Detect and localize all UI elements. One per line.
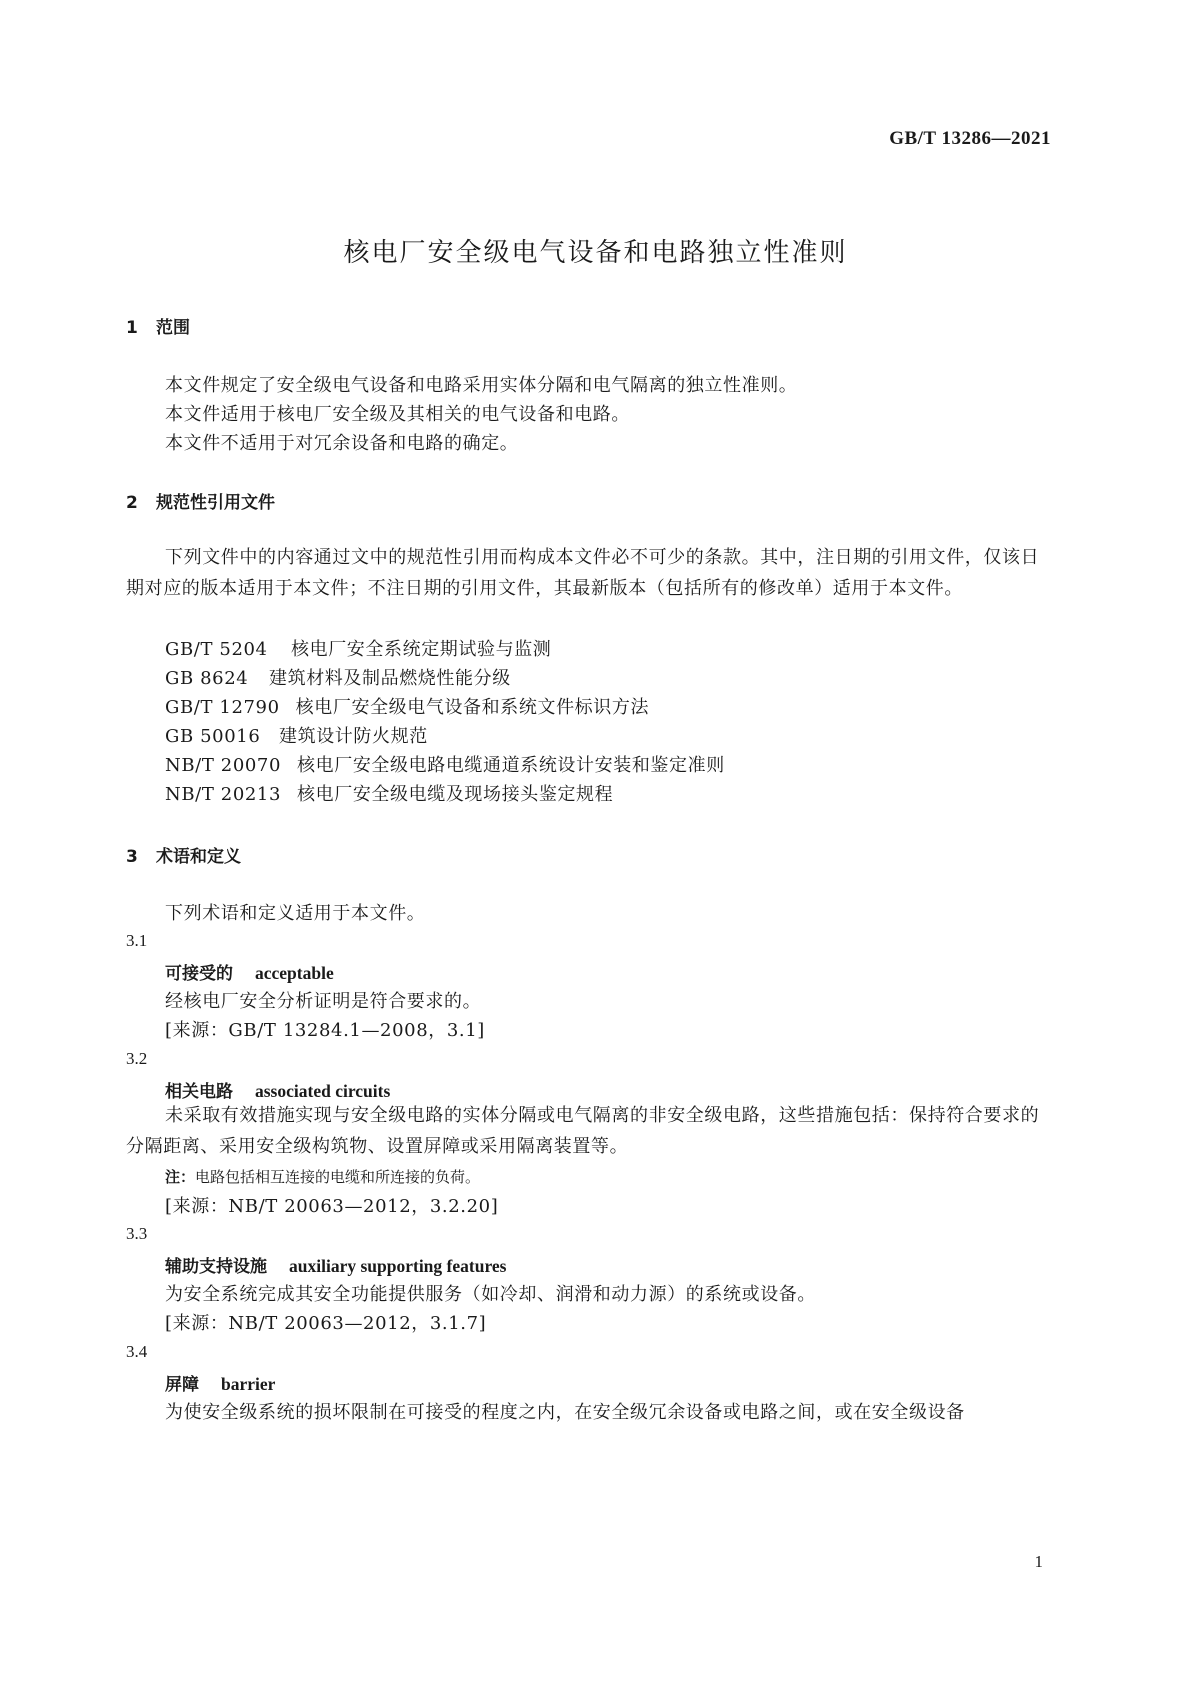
term-number: 3.4 <box>126 1342 148 1361</box>
reference-title: 核电厂安全级电路电缆通道系统设计安装和鉴定准则 <box>297 755 725 776</box>
term-zh: 相关电路 <box>165 1082 233 1102</box>
section-heading-terms-definitions <box>126 842 241 867</box>
term-definition: 未采取有效措施实现与安全级电路的实体分隔或电气隔离的非安全级电路，这些措施包括：保持符合要求的分隔距离、采用安全级构筑物、设置屏障或采用隔离装置等。 <box>126 1105 1040 1157</box>
term-entry <box>165 1252 506 1277</box>
term-zh: 屏障 <box>165 1375 199 1395</box>
term-number: 3.1 <box>126 931 148 950</box>
reference-code: GB/T 5204 <box>165 639 268 660</box>
term-zh: 辅助支持设施 <box>165 1257 267 1277</box>
term-en: acceptable <box>255 963 334 983</box>
section-title: 术语和定义 <box>156 847 241 867</box>
reference-title: 核电厂安全系统定期试验与监测 <box>291 639 552 660</box>
reference-title: 建筑材料及制品燃烧性能分级 <box>269 668 511 689</box>
reference-item <box>165 635 551 661</box>
reference-code: NB/T 20070 <box>165 755 282 776</box>
section-title: 范围 <box>156 318 190 338</box>
section-number: 2 <box>126 493 138 513</box>
reference-item <box>165 751 725 777</box>
scope-paragraph: 本文件适用于核电厂安全级及其相关的电气设备和电路。 <box>165 404 630 425</box>
section-number: 1 <box>126 318 138 338</box>
document-title: 核电厂安全级电气设备和电路独立性准则 <box>343 238 848 268</box>
section-heading-scope <box>126 313 190 338</box>
term-definition: 为安全系统完成其安全功能提供服务（如冷却、润滑和动力源）的系统或设备。 <box>165 1284 816 1305</box>
term-number: 3.3 <box>126 1224 148 1243</box>
term-source: [来源：NB/T 20063—2012，3.1.7] <box>165 1313 487 1334</box>
standard-code: GB/T 13286—2021 <box>889 128 1051 149</box>
term-source: [来源：NB/T 20063—2012，3.2.20] <box>165 1196 499 1217</box>
term-number: 3.2 <box>126 1049 148 1068</box>
reference-code: GB 8624 <box>165 668 249 689</box>
reference-title: 建筑设计防火规范 <box>279 726 428 747</box>
references-intro: 下列文件中的内容通过文中的规范性引用而构成本文件必不可少的条款。其中，注日期的引用文件，仅该日期对应的版本适用于本文件；不注日期的引用文件，其最新版本（包括所有的修改单）适用于本文件。 <box>126 547 1040 599</box>
reference-title: 核电厂安全级电缆及现场接头鉴定规程 <box>297 784 614 805</box>
term-definition: 为使安全级系统的损坏限制在可接受的程度之内，在安全级冗余设备或电路之间，或在安全级设备 <box>165 1402 965 1423</box>
term-en: auxiliary supporting features <box>289 1256 507 1276</box>
reference-item <box>165 693 649 719</box>
section-number: 3 <box>126 847 138 867</box>
terms-intro: 下列术语和定义适用于本文件。 <box>165 903 426 924</box>
reference-code: GB 50016 <box>165 726 261 747</box>
term-zh: 可接受的 <box>165 964 233 984</box>
reference-title: 核电厂安全级电气设备和系统文件标识方法 <box>295 697 650 718</box>
term-note <box>165 1166 480 1187</box>
scope-paragraph: 本文件规定了安全级电气设备和电路采用实体分隔和电气隔离的独立性准则。 <box>165 375 798 396</box>
term-en: associated circuits <box>255 1081 391 1101</box>
term-entry <box>165 1370 275 1395</box>
reference-item <box>165 722 428 748</box>
reference-code: GB/T 12790 <box>165 697 280 718</box>
note-text: 电路包括相互连接的电缆和所连接的负荷。 <box>195 1168 481 1186</box>
reference-item <box>165 664 511 690</box>
term-entry <box>165 1077 390 1102</box>
note-label: 注： <box>165 1168 196 1186</box>
reference-code: NB/T 20213 <box>165 784 282 805</box>
term-source: [来源：GB/T 13284.1—2008，3.1] <box>165 1020 485 1041</box>
term-definition: 经核电厂安全分析证明是符合要求的。 <box>165 991 482 1012</box>
reference-item <box>165 780 613 806</box>
page-number: 1 <box>1034 1552 1043 1571</box>
scope-paragraph: 本文件不适用于对冗余设备和电路的确定。 <box>165 433 519 454</box>
section-title: 规范性引用文件 <box>156 493 275 513</box>
section-heading-normative-references <box>126 488 275 513</box>
term-entry <box>165 959 334 984</box>
term-en: barrier <box>221 1374 276 1394</box>
